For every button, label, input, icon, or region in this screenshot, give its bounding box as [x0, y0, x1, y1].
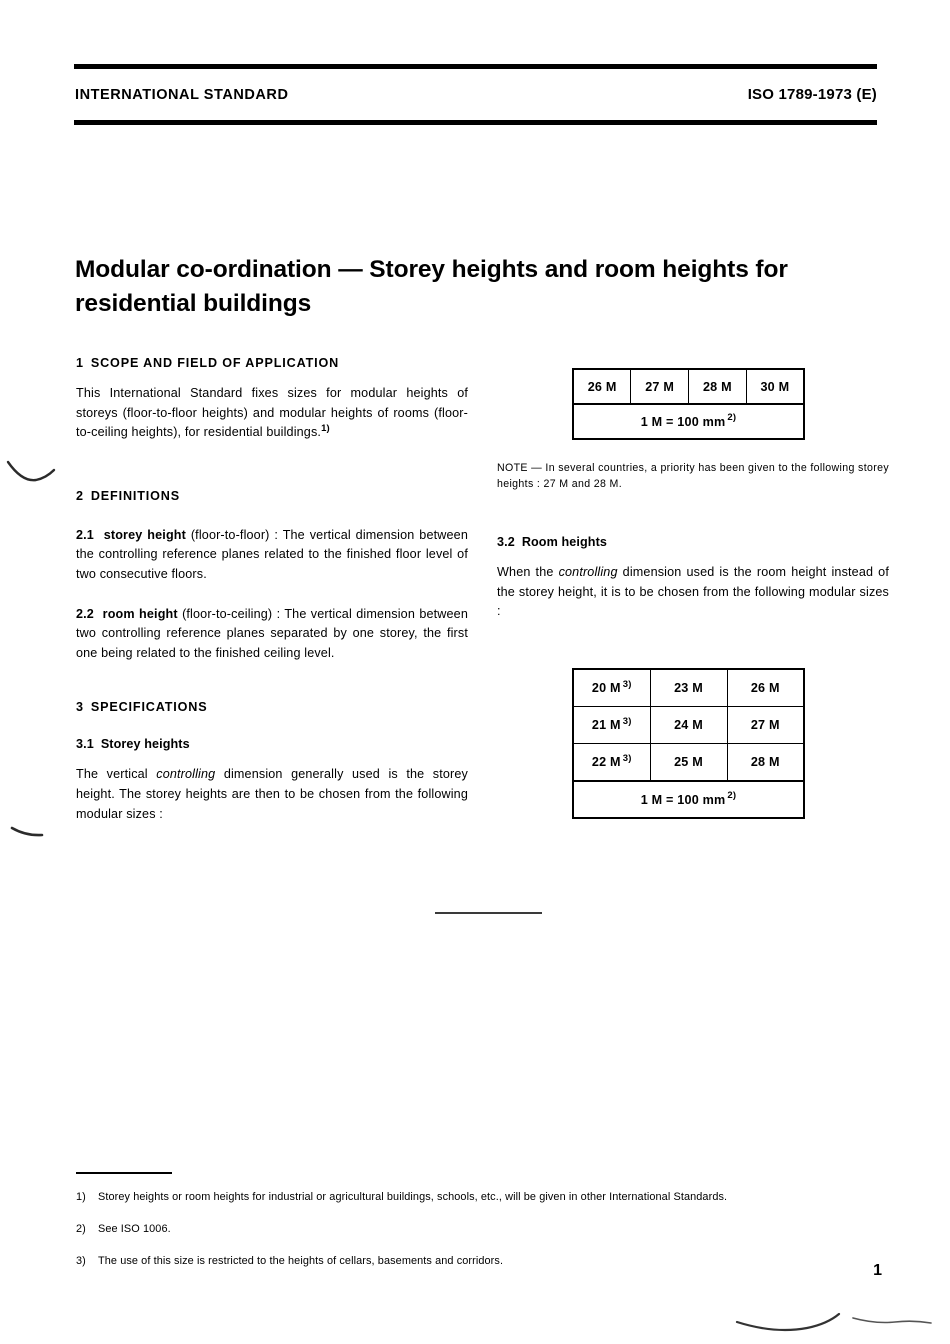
table-cell: [650, 707, 727, 744]
scan-artifact-left-lower: [8, 812, 78, 844]
section-title: SPECIFICATIONS: [90, 700, 208, 715]
left-column: [76, 356, 468, 824]
footnotes-block: [76, 1172, 876, 1269]
footnote-separator-rule: [76, 1172, 172, 1174]
section-number: 1: [76, 356, 84, 370]
note-storey-heights: [497, 461, 889, 492]
subsection-title: Room heights: [521, 535, 607, 549]
header-standard-label: INTERNATIONAL STANDARD: [75, 87, 289, 103]
footnote-text: The use of this size is restricted to the heights of cellars, basements and corridors.: [98, 1255, 504, 1268]
definition-term: storey height: [103, 527, 186, 542]
table-cell: [573, 669, 650, 707]
footnote-marker: 1): [76, 1191, 86, 1204]
footnote-ref-1: 1): [321, 423, 330, 434]
header-rule-top: [74, 64, 877, 69]
table-row: [573, 669, 804, 707]
spacer: [76, 728, 468, 737]
room-heights-paragraph: [497, 563, 889, 622]
table-footer-cell: [573, 781, 804, 818]
spacer: [497, 492, 889, 518]
italic-term: controlling: [558, 565, 618, 579]
table-footer-cell: [573, 404, 804, 439]
definition-storey-height: [76, 526, 468, 585]
text-after-italic: dimension used is the room height instead of the storey height, it is to be chosen from the following modular sizes :: [497, 565, 889, 619]
text-before-italic: When the: [497, 565, 559, 579]
note-text: In several countries, a priority has been given to the following storey heights : 27 M and 28 M.: [497, 462, 889, 490]
cell-value: 28 M: [750, 755, 780, 769]
page-number: 1: [873, 1262, 882, 1279]
table-cell: [573, 707, 650, 744]
table-cell: [689, 369, 747, 404]
footnote-2: [76, 1222, 876, 1237]
table-cell: [727, 707, 804, 744]
table-cell: [631, 369, 689, 404]
table-footer-row: [573, 404, 804, 439]
definition-body: (floor-to-ceiling) : The vertical dimension between two controlling reference planes separated by one storey, the first one being related to the finished ceiling level.: [76, 606, 468, 660]
definition-body: (floor-to-floor) : The vertical dimension between the controlling reference planes related to the finished floor level of two consecutive floors.: [76, 527, 468, 581]
table-cell: [746, 369, 804, 404]
footnote-ref-2: 2): [727, 790, 737, 802]
footnote-1: [76, 1190, 876, 1205]
table-body: [573, 669, 804, 818]
footnote-marker: 3): [76, 1255, 86, 1268]
cell-value: 20 M: [591, 681, 621, 695]
scan-artifact-left-upper: [2, 452, 72, 492]
header-rule-bottom: [74, 120, 877, 125]
table-row: [573, 744, 804, 782]
cell-value: 27 M: [750, 718, 780, 732]
cell-value: 28 M: [702, 379, 732, 394]
column-footnote-separator: [435, 912, 542, 914]
cell-value: 22 M: [591, 755, 621, 769]
cell-value: 27 M: [645, 379, 675, 394]
table-body: [573, 369, 804, 439]
table-row: [573, 369, 804, 404]
cell-value: 23 M: [674, 681, 703, 695]
table-footer-row: [573, 781, 804, 818]
section-number: 2: [76, 488, 84, 503]
table-cell: [573, 369, 631, 404]
table-cell: [650, 744, 727, 782]
footnote-ref-3: 3): [622, 752, 632, 764]
footnote-text: Storey heights or room heights for industrial or agricultural buildings, schools, etc., will be given in other International Standards.: [98, 1191, 728, 1204]
section-heading-scope: [76, 356, 468, 371]
section-title: SCOPE AND FIELD OF APPLICATION: [90, 356, 340, 370]
definition-room-height: [76, 605, 468, 664]
section-heading-specifications: [76, 700, 468, 715]
subsection-number: 3.1: [76, 737, 94, 752]
scope-text: This International Standard fixes sizes for modular heights of storeys (floor-to-floor heights) and modular heights of rooms (floor-to-ceiling heights), for residential buildings.: [76, 386, 468, 440]
table-cell: [727, 669, 804, 707]
footnote-marker: 2): [76, 1223, 86, 1236]
section-number: 3: [76, 700, 84, 715]
table-room-heights: [572, 668, 805, 819]
footnote-ref-2: 2): [727, 412, 737, 424]
section-heading-definitions: [76, 489, 468, 504]
section-title: DEFINITIONS: [90, 488, 180, 503]
header-standard-number: ISO 1789-1973 (E): [747, 86, 877, 103]
spacer: [497, 518, 889, 535]
definition-number: 2.2: [76, 606, 94, 621]
storey-heights-paragraph: [76, 765, 468, 824]
text-after-italic: dimension generally used is the storey height. The storey heights are then to be chosen from the following modular sizes :: [76, 767, 468, 821]
spacer: [76, 517, 468, 526]
cell-value: 24 M: [674, 718, 703, 732]
footer-text: 1 M = 100 mm: [640, 414, 726, 429]
note-label: NOTE —: [497, 462, 543, 474]
scan-artifact-bottom-edge: [735, 1300, 950, 1344]
table-row: [573, 707, 804, 744]
table-cell: [727, 744, 804, 782]
cell-value: 26 M: [750, 681, 780, 695]
table-cell: [573, 744, 650, 782]
definition-term: room height: [102, 606, 178, 621]
subsection-number: 3.2: [497, 535, 515, 549]
subsection-title: Storey heights: [100, 737, 190, 752]
table-cell: [650, 669, 727, 707]
cell-value: 26 M: [587, 379, 617, 394]
italic-term: controlling: [156, 767, 216, 782]
cell-value: 25 M: [674, 755, 703, 769]
page-title: Modular co-ordination — Storey heights and room heights for residential buildings: [75, 256, 788, 318]
cell-value: 21 M: [591, 718, 621, 732]
scope-paragraph: [76, 384, 468, 443]
footnote-ref-3: 3): [622, 678, 632, 690]
footnote-ref-3: 3): [622, 715, 632, 727]
text-before-italic: The vertical: [76, 767, 157, 782]
cell-value: 30 M: [760, 379, 790, 394]
subsection-heading-storey-heights: [76, 737, 468, 752]
footnote-text: See ISO 1006.: [98, 1223, 171, 1236]
definition-number: 2.1: [76, 527, 94, 542]
subsection-heading-room-heights: [497, 535, 889, 550]
footnote-3: [76, 1254, 876, 1269]
spacer: [76, 683, 468, 700]
table-storey-heights: [572, 368, 805, 440]
footer-text: 1 M = 100 mm: [640, 792, 726, 807]
spacer: [76, 463, 468, 489]
